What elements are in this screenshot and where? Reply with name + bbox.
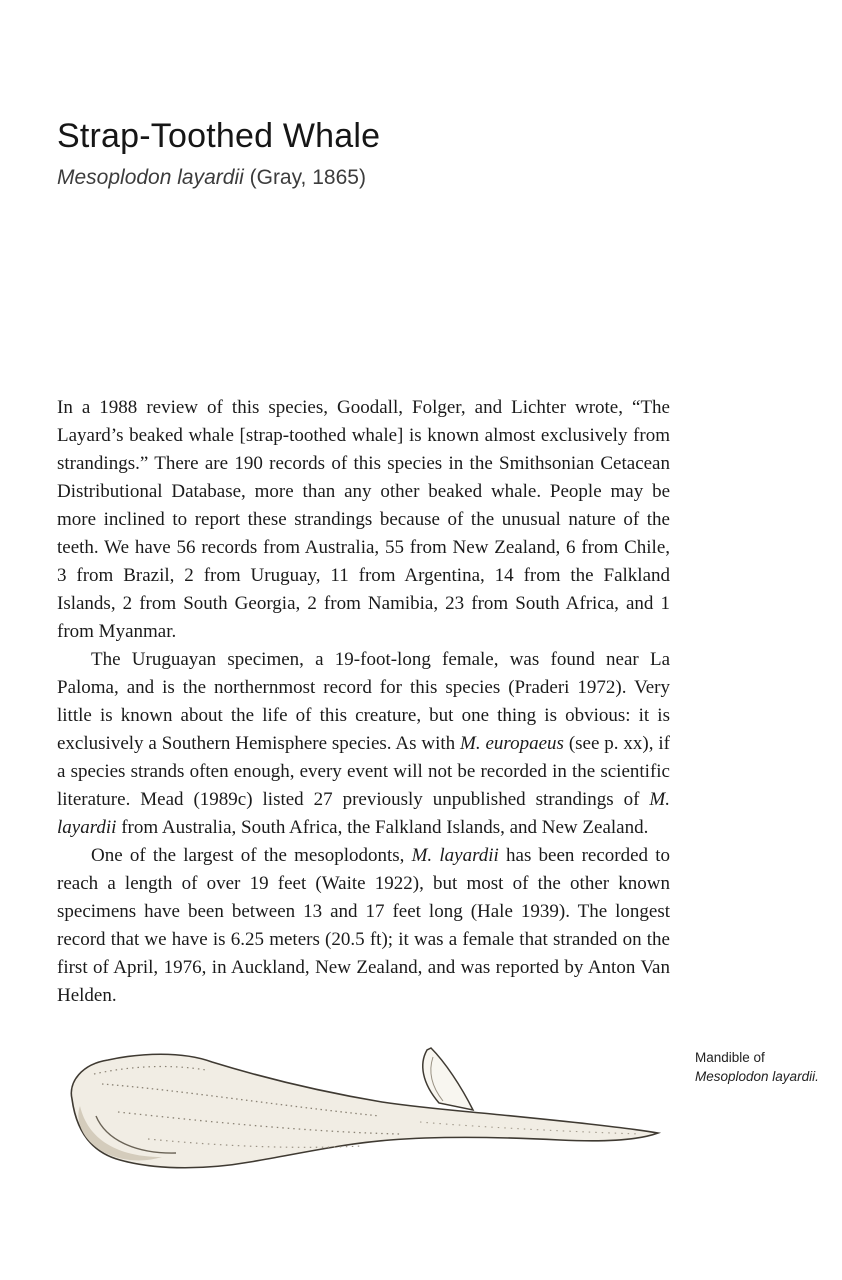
- mandible-illustration: [60, 1044, 665, 1184]
- species-authority: (Gray, 1865): [243, 166, 366, 190]
- text-segment: (see p. xx), if a species strands often enough, every event will not be recorded in the scientific literature. Mead (1989c) listed 27 previously unpublished strandings of: [57, 732, 670, 810]
- page-title: Strap-Toothed Whale: [57, 117, 381, 155]
- text-segment: One of the largest of the mesoplodonts,: [91, 844, 412, 866]
- body-text: [57, 394, 670, 1010]
- species-name-italic: M. layardii: [411, 844, 499, 866]
- paragraph: [57, 646, 670, 842]
- paragraph: [57, 842, 670, 1010]
- mandible-figure: [60, 1040, 830, 1190]
- page-content: [57, 0, 670, 1010]
- paragraph: [57, 394, 670, 646]
- species-name-italic: M. europaeus: [460, 732, 564, 754]
- species-name-italic: M. layardii: [57, 788, 670, 838]
- species-name: Mesoplodon layardii: [57, 166, 244, 190]
- text-segment: from Australia, South Africa, the Falkland Islands, and New Zealand.: [116, 816, 649, 838]
- figure-caption: [695, 1048, 840, 1086]
- text-segment: In a 1988 review of this species, Goodall, Folger, and Lichter wrote, “The Layard’s beaked whale [strap-toothed whale] is known almost exclusively from strandings.” There are 190 records of this species in the Smithsonian Cetacean Distributional Database, more than any other beaked whale. People may be more inclined to report these strandings because of the unusual nature of the teeth. We have 56 records from Australia, 55 from New Zealand, 6 from Chile, 3 from Brazil, 2 from Uruguay, 11 from Argentina, 14 from the Falkland Islands, 2 from South Georgia, 2 from Namibia, 23 from South Africa, and 1 from Myanmar.: [57, 396, 670, 642]
- text-segment: has been recorded to reach a length of over 19 feet (Waite 1922), but most of the other known specimens have been between 13 and 17 feet long (Hale 1939). The longest record that we have is 6.25 meters (20.5 ft); it was a female that stranded on the first of April, 1976, in Auckland, New Zealand, and was reported by Anton Van Helden.: [57, 844, 670, 1006]
- species-subtitle: [57, 165, 670, 190]
- text-segment: The Uruguayan specimen, a 19-foot-long female, was found near La Paloma, and is the northernmost record for this species (Praderi 1972). Very little is known about the life of this creature, but one thing is obvious: it is exclusively a Southern Hemisphere species. As with: [57, 648, 670, 754]
- caption-species: Mesoplodon layardii.: [695, 1069, 819, 1084]
- caption-prefix: Mandible of: [695, 1050, 765, 1065]
- mandible-tooth: [423, 1048, 473, 1110]
- mandible-bone: [71, 1054, 658, 1168]
